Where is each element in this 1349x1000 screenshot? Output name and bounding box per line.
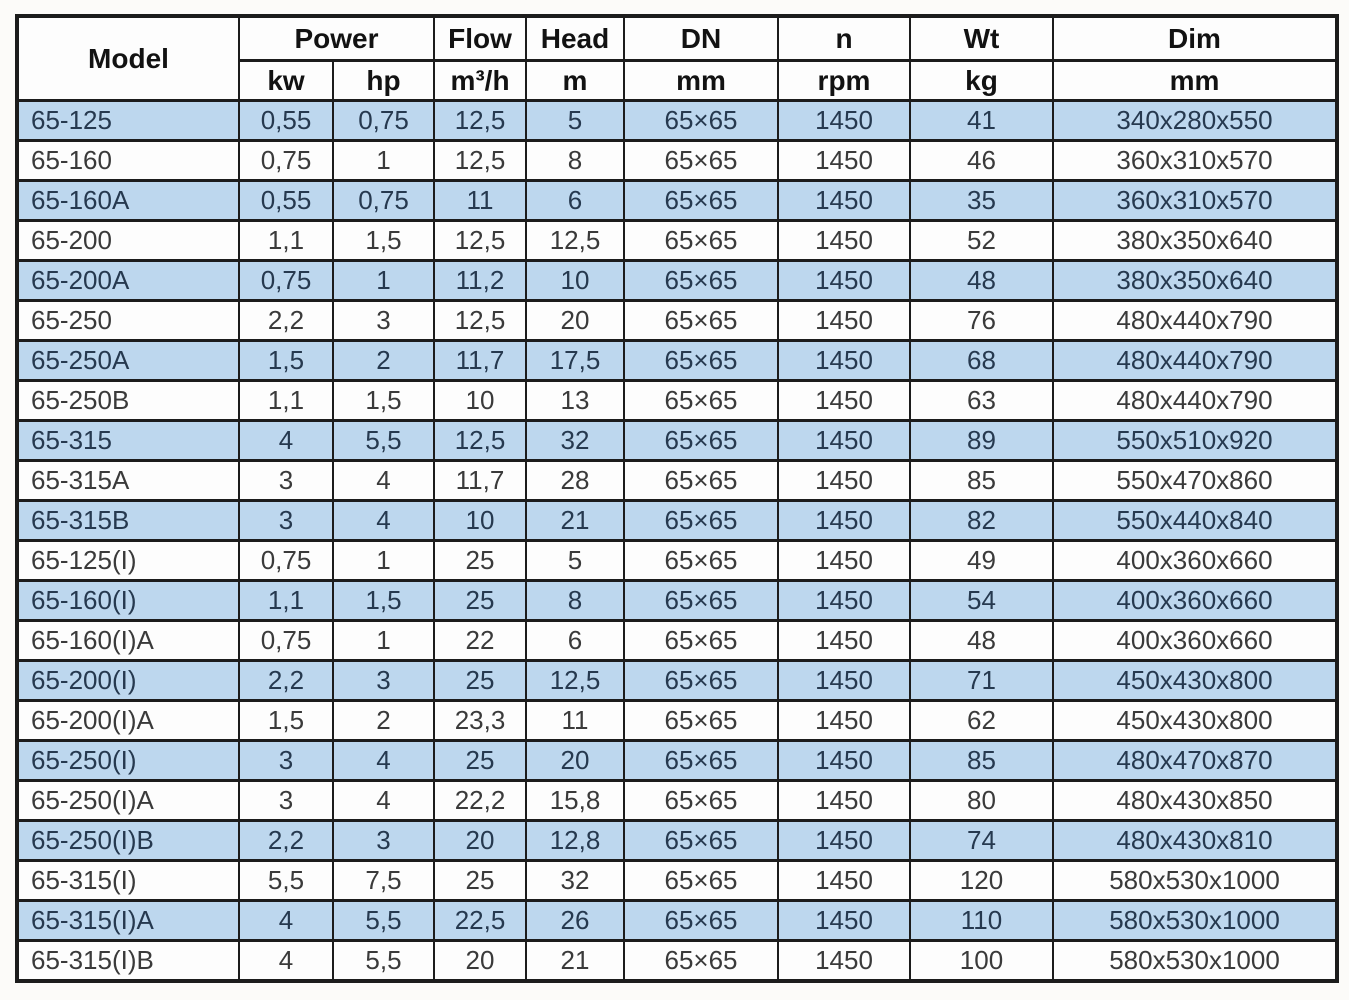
cell-power-kw: 4 (239, 941, 333, 982)
cell-power-hp: 4 (333, 461, 434, 501)
cell-flow: 22,5 (434, 901, 526, 941)
cell-n: 1450 (778, 141, 910, 181)
cell-power-hp: 3 (333, 661, 434, 701)
unit-n: rpm (778, 61, 910, 101)
col-header-flow: Flow (434, 16, 526, 61)
cell-dim: 380x350x640 (1053, 221, 1337, 261)
cell-power-kw: 0,75 (239, 261, 333, 301)
cell-model: 65-200A (17, 261, 239, 301)
cell-wt: 35 (910, 181, 1053, 221)
cell-dim: 580x530x1000 (1053, 861, 1337, 901)
cell-power-hp: 3 (333, 301, 434, 341)
cell-dim: 550x510x920 (1053, 421, 1337, 461)
cell-n: 1450 (778, 541, 910, 581)
cell-dn: 65×65 (624, 221, 778, 261)
cell-power-hp: 1 (333, 261, 434, 301)
cell-head: 8 (526, 581, 624, 621)
cell-head: 12,5 (526, 661, 624, 701)
cell-n: 1450 (778, 501, 910, 541)
cell-head: 32 (526, 861, 624, 901)
cell-flow: 11,7 (434, 461, 526, 501)
table-row (17, 181, 1337, 221)
cell-wt: 71 (910, 661, 1053, 701)
unit-head: m (526, 61, 624, 101)
cell-n: 1450 (778, 741, 910, 781)
cell-wt: 85 (910, 741, 1053, 781)
cell-power-kw: 1,1 (239, 581, 333, 621)
cell-head: 6 (526, 181, 624, 221)
cell-wt: 41 (910, 101, 1053, 141)
cell-wt: 68 (910, 341, 1053, 381)
cell-power-hp: 5,5 (333, 901, 434, 941)
cell-flow: 22 (434, 621, 526, 661)
unit-power-kw: kw (239, 61, 333, 101)
cell-flow: 12,5 (434, 421, 526, 461)
cell-model: 65-250(I)B (17, 821, 239, 861)
cell-dim: 450x430x800 (1053, 661, 1337, 701)
cell-flow: 12,5 (434, 301, 526, 341)
cell-power-kw: 0,75 (239, 141, 333, 181)
cell-flow: 10 (434, 381, 526, 421)
cell-power-kw: 2,2 (239, 301, 333, 341)
cell-power-kw: 1,5 (239, 701, 333, 741)
cell-power-hp: 4 (333, 781, 434, 821)
cell-head: 5 (526, 101, 624, 141)
table-row (17, 861, 1337, 901)
cell-wt: 52 (910, 221, 1053, 261)
cell-model: 65-125(I) (17, 541, 239, 581)
cell-flow: 25 (434, 541, 526, 581)
col-header-n: n (778, 16, 910, 61)
cell-power-kw: 0,75 (239, 621, 333, 661)
cell-model: 65-250A (17, 341, 239, 381)
cell-dn: 65×65 (624, 261, 778, 301)
table-body (17, 101, 1337, 982)
cell-head: 32 (526, 421, 624, 461)
cell-dn: 65×65 (624, 661, 778, 701)
cell-model: 65-200(I) (17, 661, 239, 701)
cell-power-hp: 2 (333, 341, 434, 381)
cell-power-kw: 4 (239, 421, 333, 461)
cell-dn: 65×65 (624, 941, 778, 982)
cell-power-hp: 2 (333, 701, 434, 741)
cell-dim: 480x430x850 (1053, 781, 1337, 821)
cell-wt: 85 (910, 461, 1053, 501)
table-header (17, 16, 1337, 101)
cell-head: 21 (526, 501, 624, 541)
cell-power-hp: 1 (333, 621, 434, 661)
cell-dn: 65×65 (624, 581, 778, 621)
cell-flow: 25 (434, 661, 526, 701)
cell-power-kw: 4 (239, 901, 333, 941)
cell-power-kw: 1,1 (239, 381, 333, 421)
cell-n: 1450 (778, 701, 910, 741)
table-row (17, 701, 1337, 741)
cell-flow: 10 (434, 501, 526, 541)
cell-n: 1450 (778, 101, 910, 141)
cell-power-hp: 5,5 (333, 941, 434, 982)
table-row (17, 341, 1337, 381)
cell-dn: 65×65 (624, 901, 778, 941)
cell-power-hp: 4 (333, 741, 434, 781)
table-row (17, 301, 1337, 341)
cell-dn: 65×65 (624, 461, 778, 501)
cell-dn: 65×65 (624, 301, 778, 341)
unit-flow: m³/h (434, 61, 526, 101)
cell-n: 1450 (778, 261, 910, 301)
cell-dn: 65×65 (624, 621, 778, 661)
table-row (17, 661, 1337, 701)
cell-flow: 20 (434, 941, 526, 982)
col-header-power: Power (239, 16, 434, 61)
cell-flow: 22,2 (434, 781, 526, 821)
cell-model: 65-315(I) (17, 861, 239, 901)
table-row (17, 461, 1337, 501)
cell-power-kw: 0,75 (239, 541, 333, 581)
cell-n: 1450 (778, 621, 910, 661)
cell-dim: 380x350x640 (1053, 261, 1337, 301)
table-row (17, 261, 1337, 301)
col-header-dim: Dim (1053, 16, 1337, 61)
table-row (17, 621, 1337, 661)
cell-dn: 65×65 (624, 141, 778, 181)
cell-dim: 360x310x570 (1053, 181, 1337, 221)
cell-dim: 550x470x860 (1053, 461, 1337, 501)
cell-flow: 23,3 (434, 701, 526, 741)
table-row (17, 941, 1337, 982)
cell-dn: 65×65 (624, 381, 778, 421)
cell-head: 20 (526, 741, 624, 781)
cell-power-hp: 0,75 (333, 101, 434, 141)
cell-flow: 12,5 (434, 141, 526, 181)
cell-flow: 12,5 (434, 101, 526, 141)
cell-dn: 65×65 (624, 741, 778, 781)
cell-dim: 400x360x660 (1053, 541, 1337, 581)
cell-head: 8 (526, 141, 624, 181)
cell-head: 6 (526, 621, 624, 661)
table-row (17, 421, 1337, 461)
cell-model: 65-160A (17, 181, 239, 221)
cell-n: 1450 (778, 581, 910, 621)
cell-model: 65-315B (17, 501, 239, 541)
cell-power-hp: 1 (333, 541, 434, 581)
cell-flow: 20 (434, 821, 526, 861)
cell-dim: 550x440x840 (1053, 501, 1337, 541)
cell-dim: 450x430x800 (1053, 701, 1337, 741)
cell-dim: 360x310x570 (1053, 141, 1337, 181)
cell-flow: 25 (434, 581, 526, 621)
table-row (17, 581, 1337, 621)
cell-wt: 63 (910, 381, 1053, 421)
cell-flow: 11,2 (434, 261, 526, 301)
cell-power-kw: 5,5 (239, 861, 333, 901)
cell-model: 65-250B (17, 381, 239, 421)
cell-power-hp: 3 (333, 821, 434, 861)
cell-n: 1450 (778, 301, 910, 341)
table-row (17, 741, 1337, 781)
cell-wt: 54 (910, 581, 1053, 621)
cell-dn: 65×65 (624, 821, 778, 861)
cell-head: 13 (526, 381, 624, 421)
cell-dim: 480x440x790 (1053, 341, 1337, 381)
cell-wt: 46 (910, 141, 1053, 181)
cell-wt: 80 (910, 781, 1053, 821)
cell-model: 65-250(I)A (17, 781, 239, 821)
cell-n: 1450 (778, 221, 910, 261)
col-header-head: Head (526, 16, 624, 61)
cell-model: 65-315 (17, 421, 239, 461)
cell-head: 20 (526, 301, 624, 341)
table-row (17, 501, 1337, 541)
cell-model: 65-160(I) (17, 581, 239, 621)
cell-power-kw: 2,2 (239, 821, 333, 861)
cell-n: 1450 (778, 941, 910, 982)
cell-dn: 65×65 (624, 101, 778, 141)
cell-head: 15,8 (526, 781, 624, 821)
cell-wt: 48 (910, 621, 1053, 661)
cell-flow: 11 (434, 181, 526, 221)
cell-n: 1450 (778, 781, 910, 821)
cell-wt: 100 (910, 941, 1053, 982)
cell-power-hp: 5,5 (333, 421, 434, 461)
cell-head: 17,5 (526, 341, 624, 381)
table-row (17, 141, 1337, 181)
cell-n: 1450 (778, 821, 910, 861)
cell-dn: 65×65 (624, 861, 778, 901)
cell-wt: 120 (910, 861, 1053, 901)
cell-wt: 49 (910, 541, 1053, 581)
cell-dim: 400x360x660 (1053, 581, 1337, 621)
cell-power-hp: 1,5 (333, 581, 434, 621)
cell-wt: 74 (910, 821, 1053, 861)
cell-wt: 48 (910, 261, 1053, 301)
cell-head: 26 (526, 901, 624, 941)
cell-power-kw: 2,2 (239, 661, 333, 701)
cell-dn: 65×65 (624, 541, 778, 581)
cell-power-hp: 1,5 (333, 381, 434, 421)
cell-dim: 340x280x550 (1053, 101, 1337, 141)
table-row (17, 821, 1337, 861)
cell-power-kw: 3 (239, 501, 333, 541)
cell-dim: 400x360x660 (1053, 621, 1337, 661)
pump-spec-table (15, 14, 1339, 983)
cell-dn: 65×65 (624, 421, 778, 461)
cell-dn: 65×65 (624, 341, 778, 381)
cell-dn: 65×65 (624, 501, 778, 541)
cell-dim: 480x430x810 (1053, 821, 1337, 861)
cell-power-hp: 1 (333, 141, 434, 181)
cell-n: 1450 (778, 421, 910, 461)
table-row (17, 221, 1337, 261)
cell-wt: 89 (910, 421, 1053, 461)
cell-wt: 110 (910, 901, 1053, 941)
cell-model: 65-125 (17, 101, 239, 141)
cell-head: 10 (526, 261, 624, 301)
cell-n: 1450 (778, 381, 910, 421)
cell-dn: 65×65 (624, 781, 778, 821)
cell-flow: 25 (434, 861, 526, 901)
cell-power-kw: 0,55 (239, 181, 333, 221)
cell-power-kw: 3 (239, 781, 333, 821)
cell-n: 1450 (778, 461, 910, 501)
cell-power-hp: 1,5 (333, 221, 434, 261)
cell-dim: 580x530x1000 (1053, 901, 1337, 941)
cell-model: 65-200 (17, 221, 239, 261)
cell-power-kw: 0,55 (239, 101, 333, 141)
table-row (17, 101, 1337, 141)
cell-n: 1450 (778, 901, 910, 941)
col-header-model: Model (17, 16, 239, 101)
cell-flow: 25 (434, 741, 526, 781)
cell-model: 65-315A (17, 461, 239, 501)
unit-power-hp: hp (333, 61, 434, 101)
cell-n: 1450 (778, 181, 910, 221)
cell-model: 65-315(I)A (17, 901, 239, 941)
cell-power-hp: 0,75 (333, 181, 434, 221)
cell-head: 28 (526, 461, 624, 501)
header-row-groups (17, 16, 1337, 61)
cell-power-kw: 3 (239, 461, 333, 501)
unit-dn: mm (624, 61, 778, 101)
table-row (17, 381, 1337, 421)
cell-power-hp: 4 (333, 501, 434, 541)
cell-head: 21 (526, 941, 624, 982)
cell-flow: 11,7 (434, 341, 526, 381)
cell-head: 5 (526, 541, 624, 581)
cell-flow: 12,5 (434, 221, 526, 261)
cell-power-kw: 1,1 (239, 221, 333, 261)
unit-dim: mm (1053, 61, 1337, 101)
cell-dim: 580x530x1000 (1053, 941, 1337, 982)
cell-model: 65-200(I)A (17, 701, 239, 741)
cell-model: 65-250(I) (17, 741, 239, 781)
cell-n: 1450 (778, 661, 910, 701)
cell-model: 65-160 (17, 141, 239, 181)
cell-model: 65-160(I)A (17, 621, 239, 661)
col-header-dn: DN (624, 16, 778, 61)
cell-n: 1450 (778, 341, 910, 381)
cell-wt: 82 (910, 501, 1053, 541)
cell-dim: 480x440x790 (1053, 381, 1337, 421)
cell-model: 65-315(I)B (17, 941, 239, 982)
cell-power-kw: 1,5 (239, 341, 333, 381)
unit-wt: kg (910, 61, 1053, 101)
table-row (17, 541, 1337, 581)
cell-wt: 62 (910, 701, 1053, 741)
cell-power-hp: 7,5 (333, 861, 434, 901)
col-header-wt: Wt (910, 16, 1053, 61)
table-row (17, 781, 1337, 821)
cell-n: 1450 (778, 861, 910, 901)
cell-dim: 480x440x790 (1053, 301, 1337, 341)
cell-dn: 65×65 (624, 181, 778, 221)
cell-dn: 65×65 (624, 701, 778, 741)
table-row (17, 901, 1337, 941)
cell-wt: 76 (910, 301, 1053, 341)
cell-head: 11 (526, 701, 624, 741)
cell-head: 12,8 (526, 821, 624, 861)
cell-model: 65-250 (17, 301, 239, 341)
cell-dim: 480x470x870 (1053, 741, 1337, 781)
cell-head: 12,5 (526, 221, 624, 261)
cell-power-kw: 3 (239, 741, 333, 781)
